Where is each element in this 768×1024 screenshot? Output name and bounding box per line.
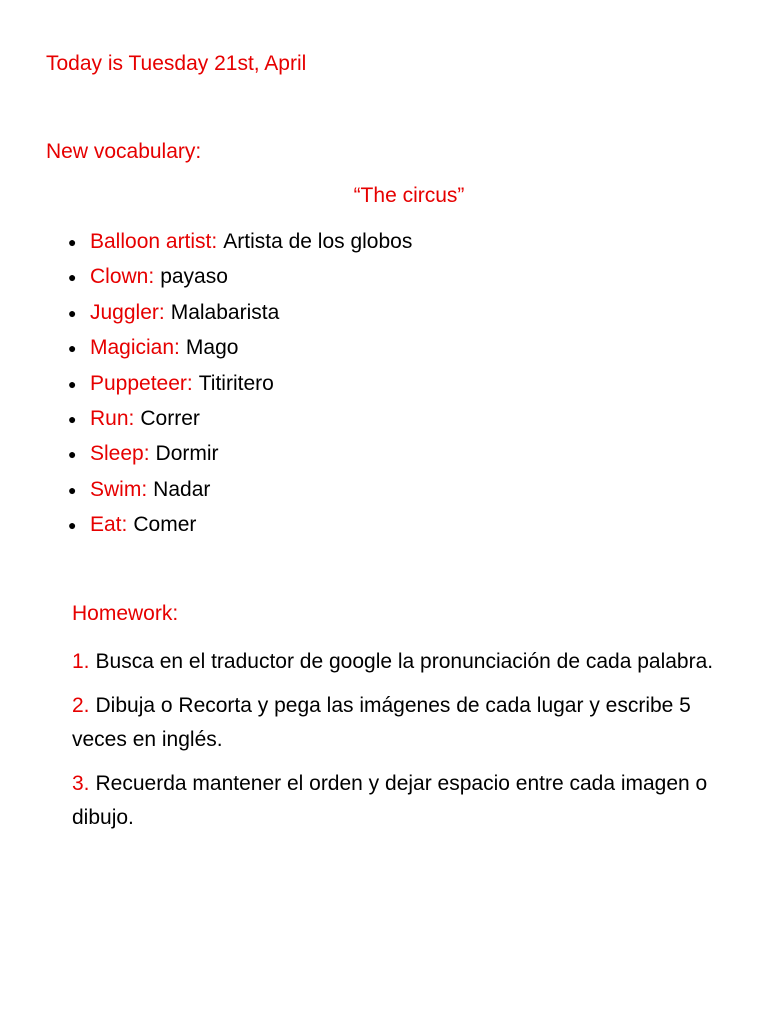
vocabulary-term: Eat:	[90, 513, 128, 537]
vocabulary-translation: payaso	[160, 265, 228, 289]
homework-item-text: Dibuja o Recorta y pega las imágenes de cada lugar y escribe 5 veces en inglés.	[72, 694, 691, 751]
vocabulary-term: Sleep:	[90, 442, 150, 466]
bullet-icon: ●	[68, 304, 77, 321]
bullet-icon: ●	[68, 446, 77, 463]
homework-item-text: Busca en el traductor de google la pronunciación de cada palabra.	[95, 650, 714, 673]
homework-item-text: Recuerda mantener el orden y dejar espacio entre cada imagen o dibujo.	[72, 772, 708, 829]
vocabulary-item	[68, 229, 412, 264]
bullet-icon: ●	[68, 269, 77, 286]
vocabulary-item	[68, 406, 412, 441]
vocabulary-term: Run:	[90, 406, 135, 430]
vocabulary-item	[68, 264, 412, 299]
bullet-icon: ●	[68, 410, 77, 427]
bullet-icon: ●	[68, 340, 77, 357]
homework-section	[72, 601, 732, 845]
vocabulary-item	[68, 441, 412, 476]
vocabulary-translation: Comer	[133, 513, 197, 537]
vocabulary-translation: Mago	[185, 336, 239, 360]
vocabulary-translation: Nadar	[153, 477, 211, 501]
vocabulary-translation: Titiritero	[198, 371, 274, 395]
vocabulary-translation: Malabarista	[170, 300, 280, 324]
vocabulary-item	[68, 477, 412, 512]
homework-item	[72, 689, 732, 757]
vocabulary-term: Swim:	[90, 477, 148, 501]
vocabulary-list	[68, 229, 412, 548]
homework-item-number: 2.	[72, 694, 90, 717]
vocabulary-translation: Correr	[140, 406, 200, 430]
topic-title: “The circus”	[353, 184, 465, 207]
vocabulary-heading: New vocabulary:	[46, 140, 202, 163]
vocabulary-translation: Artista de los globos	[223, 230, 413, 253]
vocabulary-term: Magician:	[90, 336, 180, 360]
vocabulary-item	[68, 335, 412, 370]
vocabulary-translation: Dormir	[155, 442, 219, 466]
vocabulary-item	[68, 300, 412, 335]
homework-heading: Homework:	[72, 602, 179, 625]
bullet-icon: ●	[68, 517, 77, 534]
bullet-icon: ●	[68, 375, 77, 392]
vocabulary-term: Puppeteer:	[90, 371, 193, 395]
date-line: Today is Tuesday 21st, April	[46, 52, 307, 75]
vocabulary-term: Balloon artist:	[90, 230, 218, 253]
homework-item-number: 3.	[72, 772, 90, 795]
vocabulary-term: Juggler:	[90, 300, 165, 324]
homework-item	[72, 767, 732, 835]
bullet-icon: ●	[68, 234, 77, 250]
vocabulary-item	[68, 512, 412, 547]
vocabulary-item	[68, 371, 412, 406]
homework-item-number: 1.	[72, 650, 90, 673]
bullet-icon: ●	[68, 481, 77, 498]
vocabulary-term: Clown:	[90, 265, 155, 289]
homework-item	[72, 645, 732, 679]
